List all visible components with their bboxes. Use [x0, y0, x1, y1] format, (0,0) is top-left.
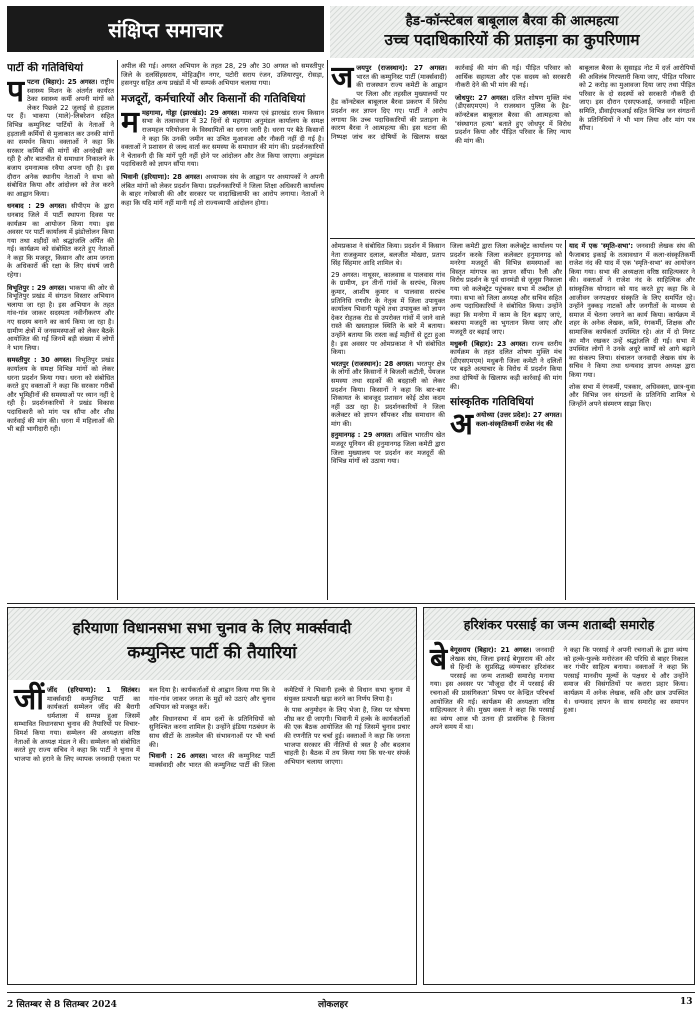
haryana-body-text: मार्क्सवादी कम्युनिस्ट पार्टी का कार्यकर्ता सम्मेलन जींद की बैरागी धर्मशाला में सम्पन्न हुआ जिसमें सम्भावित विधानसभा चुनाव की तैयारियों पर विचार-विमर्श किया गया। सम्मेलन की अध्यक्षता वरिष्ठ नेताओं के अध्यक्ष मंडल ने की। सम्मेलन को संबोधित करते हुए राज्य सचिव ने कहा कि पार्टी ने चुनाव में भाजपा को हराने के लिए व्यापक जनवादी एकता पर बल दिया है। कार्यकर्ताओं से आह्वान किया गया कि वे गांव-गांव जाकर जनता के मुद्दों को उठाएं और चुनाव अभियान को मजबूत करें। [14, 686, 275, 763]
dhanbad-dateline: धनबाद : 29 अगस्त। [7, 202, 67, 211]
haryana-col3: के पास अनुमोदन के लिए भेजा है, जिस पर घोषणा शीघ्र कर दी जाएगी। भिवानी में हल्के के कार्यकर्ताओं की एक बैठक आयोजित की गई जिसमें चुनाव प्रचार की रणनीति पर चर्चा हुई। वक्ताओं ने कहा कि जनता भाजपा सरकार की नीतियों से त्रस्त है और बदलाव चाहती है। बैठक में तय किया गया कि घर-घर संपर्क अभियान चलाया जाएगा। [284, 706, 410, 766]
cultural-heading: सांस्कृतिक गतिविधियां [450, 396, 534, 409]
parsai-box [423, 607, 695, 985]
center-col1-body: ओमप्रकाश ने संबोधित किया। प्रदर्शन में किसान नेता राजकुमार दलाल, बलजीत मोखरा, प्रताप सिंह सिंहमार आदि शामिल थे। [331, 242, 445, 268]
parsai-body [424, 640, 694, 984]
divider-right [565, 240, 566, 600]
featured-body [331, 64, 695, 234]
jodhpur-body: दलित शोषण मुक्ति मंच (डीएसएमएम) ने राजस्थान पुलिस के हैड-कॉन्स्टेबल बाबूलाल बैरवा की आत्महत्या को 'संस्थागत हत्या' बताते हुए जोधपुर में विरोध प्रदर्शन किया और पीड़ित परिवार के लिए न्याय की मांग की। [455, 93, 571, 145]
left-column [7, 62, 114, 600]
haryana-headline-line1: हरियाणा विधानसभा सभा चुनाव के लिए मार्क्सवादी [72, 619, 352, 637]
bharatpur-dateline: भरतपुर (राजस्थान): 28 अगस्त। [331, 359, 414, 368]
madhubani-dateline: मधुबनी (बिहार): 23 अगस्त। [450, 339, 528, 348]
parsai-headline-box [424, 608, 694, 640]
left-heading: पार्टी की गतिविधियां [7, 62, 83, 74]
center-col2-body: जिला कमेटी द्वारा जिला कलेक्ट्रेट कार्यालय पर प्रदर्शन करके जिला कलेक्टर हनुमानगढ़ को मनरेगा मजदूरों की विभिन्न समस्याओं का विस्तृत मांगपत्र का ज्ञापन सौंपा। रैली और विरोध प्रदर्शन के पूर्व धानमंडी से जुलूस निकाला गया जो कलेक्ट्रेट पहुंचकर सभा में तब्दील हो गया। सभा को जिला अध्यक्ष और सचिव सहित अन्य पदाधिकारियों ने संबोधित किया। उन्होंने कहा कि मनरेगा में काम के दिन बढ़ाए जाएं, बकाया मजदूरी का भुगतान किया जाए और मजदूरी दर बढ़ाई जाए। [450, 242, 562, 336]
featured-col3-text: बाबूलाल बैरवा के सुसाइड नोट में दर्ज आरोपियों की अविलंब गिरफ्तारी किया जाए, पीड़ित परिवार को 2 करोड़ का मुआवजा दिया जाए तथा पीड़ित परिवार के दो सदस्यों को सरकारी नौकरी दी जाए। इस दौरान एसएफआई, जनवादी महिला समिति, डीवाईएफआई सहित विभिन्न जन संगठनों के प्रतिनिधियों ने भी भाग लिया और मांग पत्र सौंपा। [579, 64, 695, 133]
footer-paper-name: लोकलहर [318, 1000, 348, 1010]
ayodhya-dateline: अयोध्या (उत्तर प्रदेश): 27 अगस्त। कला-संस्कृतिकर्मी राजेश नंद की [475, 411, 562, 428]
middle-top-text: अपील की गई। अगस्त अभियान के तहत 28, 29 और 30 अगस्त को समस्तीपुर जिले के दलसिंहसराय, मोहिउद्दीन नगर, पटोरी सराय रंजन, उजियारपुर, रोसड़ा, हसनपुर सहित अन्य प्रखंडों में भी सम्पर्क अभियान चलाया गया। [121, 62, 324, 88]
patna-dateline: पटना (बिहार): 25 अगस्त। [27, 78, 98, 86]
right-body: जनवादी लेखक संघ की फैजाबाद इकाई के तत्वावधान में कला-संस्कृतिकर्मी राजेश नंद की याद में एक 'स्मृति-सभा' का आयोजन किया गया। सभा की अध्यक्षता वरिष्ठ साहित्यकार ने की। वक्ताओं ने राजेश नंद के साहित्यिक और सांस्कृतिक योगदान को याद करते हुए कहा कि वे आजीवन जनपक्षधर संस्कृति के लिए समर्पित रहे। उन्होंने नुक्कड़ नाटकों और जनगीतों के माध्यम से समाज में चेतना जगाने का कार्य किया। कार्यक्रम में शहर के अनेक लेखक, कवि, रंगकर्मी, शिक्षक और सामाजिक कार्यकर्ता उपस्थित रहे। अंत में दो मिनट का मौन रखकर उन्हें श्रद्धांजलि दी गई। सभा में उपस्थित लोगों ने उनके अधूरे कार्यों को आगे बढ़ाने का संकल्प लिया। संचालन जनवादी लेखक संघ के सचिव ने किया तथा धन्यवाद ज्ञापन अध्यक्ष द्वारा किया गया। [569, 242, 695, 379]
center-column-1 [331, 242, 445, 598]
patna-body: राष्ट्रीय स्वास्थ्य मिशन के अंतर्गत कार्यरत ठेका स्वास्थ्य कर्मी अपनी मांगों को लेकर पिछले 22 जुलाई से हड़ताल पर हैं। भाकपा (माले)-लिबरेशन सहित विभिन्न कम्युनिस्ट पार्टियों के नेताओं ने हड़ताली कर्मियों से मुलाकात कर उनकी मांगों का समर्थन किया। वक्ताओं ने कहा कि सरकार कर्मियों की मांगों की अनदेखी कर रही है और बातचीत से समाधान निकालने के बजाय दमनात्मक रवैया अपना रही है। इस दौरान अनेक स्थानीय नेताओं ने सभा को संबोधित किया और आंदोलन को तेज करने का आह्वान किया। [7, 78, 114, 198]
featured-body-text: भारत की कम्युनिस्ट पार्टी (मार्क्सवादी) की राजस्थान राज्य कमेटी के आह्वान पर जिला और तहसील मुख्यालयों पर हैड कॉन्स्टेबल बाबूलाल बैरवा प्रकरण में विरोध प्रदर्शन कर ज्ञापन दिए गए। पार्टी ने आरोप लगाया कि उच्च पदाधिकारियों की प्रताड़ना के कारण बैरवा ने आत्महत्या की। इस घटना की निष्पक्ष जांच कर दोषियों के खिलाफ सख्त कार्रवाई की मांग की गई। पीड़ित परिवार को आर्थिक सहायता और एक सदस्य को सरकारी नौकरी देने की भी मांग की गई। [331, 64, 571, 141]
bharatpur-body: भरतपुर क्षेत्र के लोगों और किसानों ने बिजली कटौती, पेयजल समस्या तथा सड़कों की बदहाली को लेकर प्रदर्शन किया। किसानों ने कहा कि बार-बार शिकायत के बावजूद प्रशासन कोई ठोस कदम नहीं उठा रहा है। प्रदर्शनकारियों ने जिला कलेक्टर को ज्ञापन सौंपकर शीघ्र समाधान की मांग की। [331, 359, 445, 428]
jodhpur-dateline: जोधपुर: 27 अगस्त। [455, 93, 509, 102]
dropcap-jaipur: ज [331, 64, 354, 95]
godda-dateline: महगामा, गोड्डा (झारखंड): 29 अगस्त। [141, 108, 240, 117]
godda-body: माकपा एवं झारखंड राज्य किसान सभा के तत्वावधान में 32 दिनों से महगामा अनुमंडल कार्यालय के समक्ष राजमहल परियोजना के विस्थापितों का धरना जारी है। धरना पर बैठे किसानों ने कहा कि उनकी जमीन का उचित मुआवजा और नौकरी नहीं दी गई है। वक्ताओं ने प्रशासन से जल्द वार्ता कर समस्या के समाधान की मांग की। प्रदर्शनकारियों ने चेतावनी दी कि मांगें पूरी नहीं होने पर आंदोलन और तेज किया जाएगा। अनुमंडल पदाधिकारी को ज्ञापन सौंपा गया। [121, 108, 324, 169]
dropcap-begusarai: बे [430, 642, 448, 677]
right-title: याद में एक 'स्मृति-सभा': [569, 242, 634, 250]
featured-headline-box [330, 6, 694, 58]
haryana-bhiwani-body: भारत की कम्युनिस्ट पार्टी मार्क्सवादी और भारत की कम्युनिस्ट पार्टी की जिला कमेटियों ने भिवानी हल्के से विधान सभा चुनाव में संयुक्त प्रत्याशी खड़ा करने का निर्णय लिया है। [149, 686, 410, 769]
haryana-headline-box [8, 608, 416, 680]
vibhutipur-body: भाकपा की ओर से विभूतिपुर प्रखंड में संगठन विस्तार अभियान चलाया जा रहा है। इस अभियान के तहत गांव-गांव जाकर सदस्यता नवीनीकरण और नए सदस्य बनाने का कार्य किया जा रहा है। ग्रामीण क्षेत्रों में जनसमस्याओं को लेकर बैठकें आयोजित की गईं जिनमें बड़ी संख्या में लोगों ने भाग लिया। [7, 283, 114, 352]
section-title: संक्षिप्त समाचार [108, 17, 223, 42]
samastipur-dateline: समस्तीपुर : 30 अगस्त। [7, 356, 72, 365]
divider-left [117, 60, 118, 600]
madhubani-body: राज्य स्तरीय कार्यक्रम के तहत दलित शोषण मुक्ति मंच (डीएसएमएम) मधुबनी जिला कमेटी ने दलितों पर बढ़ते अत्याचार के विरोध में प्रदर्शन किया तथा दोषियों के खिलाफ कड़ी कार्रवाई की मांग की। [450, 339, 562, 391]
featured-headline-line1: हैड-कॉन्स्टेबल बाबूलाल बैरवा की आत्महत्या [405, 13, 619, 29]
section-banner [7, 6, 324, 52]
center-col1-p2: 29 अगस्त। नाथूसर, कालवास व पालवास गांव के ग्रामीण, इन तीनों गांवों के सरपंच, विजय कुमार, आशीष कुमार व पालवास सरपंच प्रतिनिधि रणधीर के नेतृत्व में जिला उपायुक्त कार्यालय भिवानी पहुंचे तथा उपायुक्त को ज्ञापन देकर रोहतक रोड से उपरोक्त गांवों में जाने वाले रास्ते की खस्ताहाल स्थिति के बारे में बताया। उन्होंने बताया कि रास्ता कई महीनों से टूटा हुआ है। इस अवसर पर ओमप्रकाश ने भी संबोधित किया। [331, 270, 445, 357]
dropcap-patna: प [7, 74, 25, 109]
haryana-body [8, 680, 416, 982]
dropcap-mahagama: म [121, 104, 139, 140]
featured-headline-line2: उच्च पदाधिकारियों की प्रताड़ना का कुपरिणाम [384, 30, 640, 49]
haryana-headline-line2: कम्युनिस्ट पार्टी की तैयारियां [127, 643, 297, 663]
haryana-dateline: जींद (हरियाणा): 1 सितंबर। [47, 686, 140, 694]
parsai-headline: हरिशंकर परसाई का जन्म शताब्दी समारोह [463, 616, 655, 632]
bhiwani-body: अध्यापक संघ के आह्वान पर अध्यापकों ने अपनी लंबित मांगों को लेकर प्रदर्शन किया। प्रदर्शनकारियों ने जिला शिक्षा अधिकारी कार्यालय के बाहर नारेबाजी की और सरकार पर वादाखिलाफी का आरोप लगाया। नेताओं ने कहा कि यदि मांगें नहीं मानी गईं तो राज्यव्यापी आंदोलन होगा। [121, 172, 324, 207]
hanumangarh-dateline: हनुमानगढ़ : 29 अगस्त। [331, 431, 393, 440]
hanumangarh-body: अखिल भारतीय खेत मजदूर यूनियन की हनुमानगढ़ जिला कमेटी द्वारा जिला मुख्यालय पर प्रदर्शन कर मजदूरों की विभिन्न मांगों को उठाया गया। [331, 431, 445, 466]
center-column-2 [450, 242, 562, 598]
haryana-col2: और विधानसभा में वाम दलों के प्रतिनिधियों को सुनिश्चित करना शामिल है। उन्होंने इंडिया गठबंधन के साथ सीटों के तालमेल की संभावनाओं पर भी चर्चा की। [149, 714, 275, 749]
haryana-box [7, 607, 417, 985]
dropcap-ayodhya: अ [450, 407, 473, 443]
dropcap-jind: जीं [14, 682, 45, 717]
middle-column [121, 62, 324, 600]
footer-page-number: 13 [680, 997, 693, 1007]
right-column [569, 242, 695, 598]
dhanbad-body: सीपीएम के द्वारा धनबाद जिले में पार्टी स्थापना दिवस पर कार्यक्रम का आयोजन किया गया। इस अवसर पर पार्टी कार्यालय में झंडोत्तोलन किया गया तथा शहीदों को श्रद्धांजलि अर्पित की गई। कार्यक्रम को संबोधित करते हुए नेताओं ने कहा कि मजदूर, किसान और आम जनता के अधिकारों की रक्षा के लिए संघर्ष जारी रहेगा। [7, 202, 114, 280]
divider-featured [330, 238, 695, 239]
footer-date: 2 सितम्बर से 8 सितम्बर 2024 [7, 1000, 117, 1010]
parsai-dateline: बेगूसराय (बिहार): 21 अगस्त। [450, 646, 532, 654]
footer-rule [7, 992, 695, 993]
vibhutipur-dateline: विभूतिपुर : 29 अगस्त। [7, 283, 67, 292]
bhiwani-dateline: भिवानी (हरियाणा): 28 अगस्त। [121, 172, 203, 181]
haryana-bhiwani-dateline: भिवानी : 26 अगस्त। [149, 752, 208, 761]
right-body2: शोक सभा में रंगकर्मी, पत्रकार, अधिवक्ता, छात्र-युवा और विभिन्न जन संगठनों के प्रतिनिधि शामिल थे जिन्होंने अपने संस्मरण साझा किए। [569, 382, 695, 408]
middle-heading: मजदूरों, कर्मचारियों और किसानों की गतिविधियां [121, 92, 306, 105]
divider-lower [7, 603, 695, 604]
jaipur-dateline: जयपुर (राजस्थान): 27 अगस्त। [356, 64, 447, 72]
parsai-col2: ने कहा कि परसाई ने अपनी रचनाओं के द्वारा व्यंग्य को हल्के-फुल्के मनोरंजन की परिधि से बाहर निकाल कर गंभीर साहित्य बनाया। वक्ताओं ने कहा कि परसाई मानवीय मूल्यों के पक्षधर थे और उन्होंने समाज की विसंगतियों पर करारा प्रहार किया। कार्यक्रम में अनेक लेखक, कवि और छात्र उपस्थित थे। धन्यवाद ज्ञापन के साथ समारोह का समापन हुआ। [563, 646, 688, 715]
divider-mid [327, 60, 328, 600]
samastipur-body: विभूतिपुर प्रखंड कार्यालय के समक्ष विभिन्न मांगों को लेकर धरना प्रदर्शन किया गया। धरना को संबोधित करते हुए वक्ताओं ने कहा कि सरकार गरीबों और भूमिहीनों की समस्याओं पर ध्यान नहीं दे रही है। प्रदर्शनकारियों ने प्रखंड विकास पदाधिकारी को मांग पत्र सौंपा और शीघ्र कार्रवाई की मांग की। धरना में महिलाओं की भी बड़ी भागीदारी रही। [7, 356, 114, 434]
parsai-body-text: जनवादी लेखक संघ, जिला इकाई बेगूसराय की ओर से हिन्दी के सुप्रसिद्ध व्यंग्यकार हरिशंकर परसाई का जन्म शताब्दी समारोह मनाया गया। इस अवसर पर 'मौजूदा दौर में परसाई की रचनाओं की प्रासंगिकता' विषय पर केन्द्रित परिचर्चा आयोजित की गई। कार्यक्रम की अध्यक्षता वरिष्ठ साहित्यकार ने की। मुख्य वक्ता ने कहा कि परसाई का व्यंग्य आज भी उतना ही प्रासंगिक है जितना अपने समय में था। [430, 646, 555, 732]
